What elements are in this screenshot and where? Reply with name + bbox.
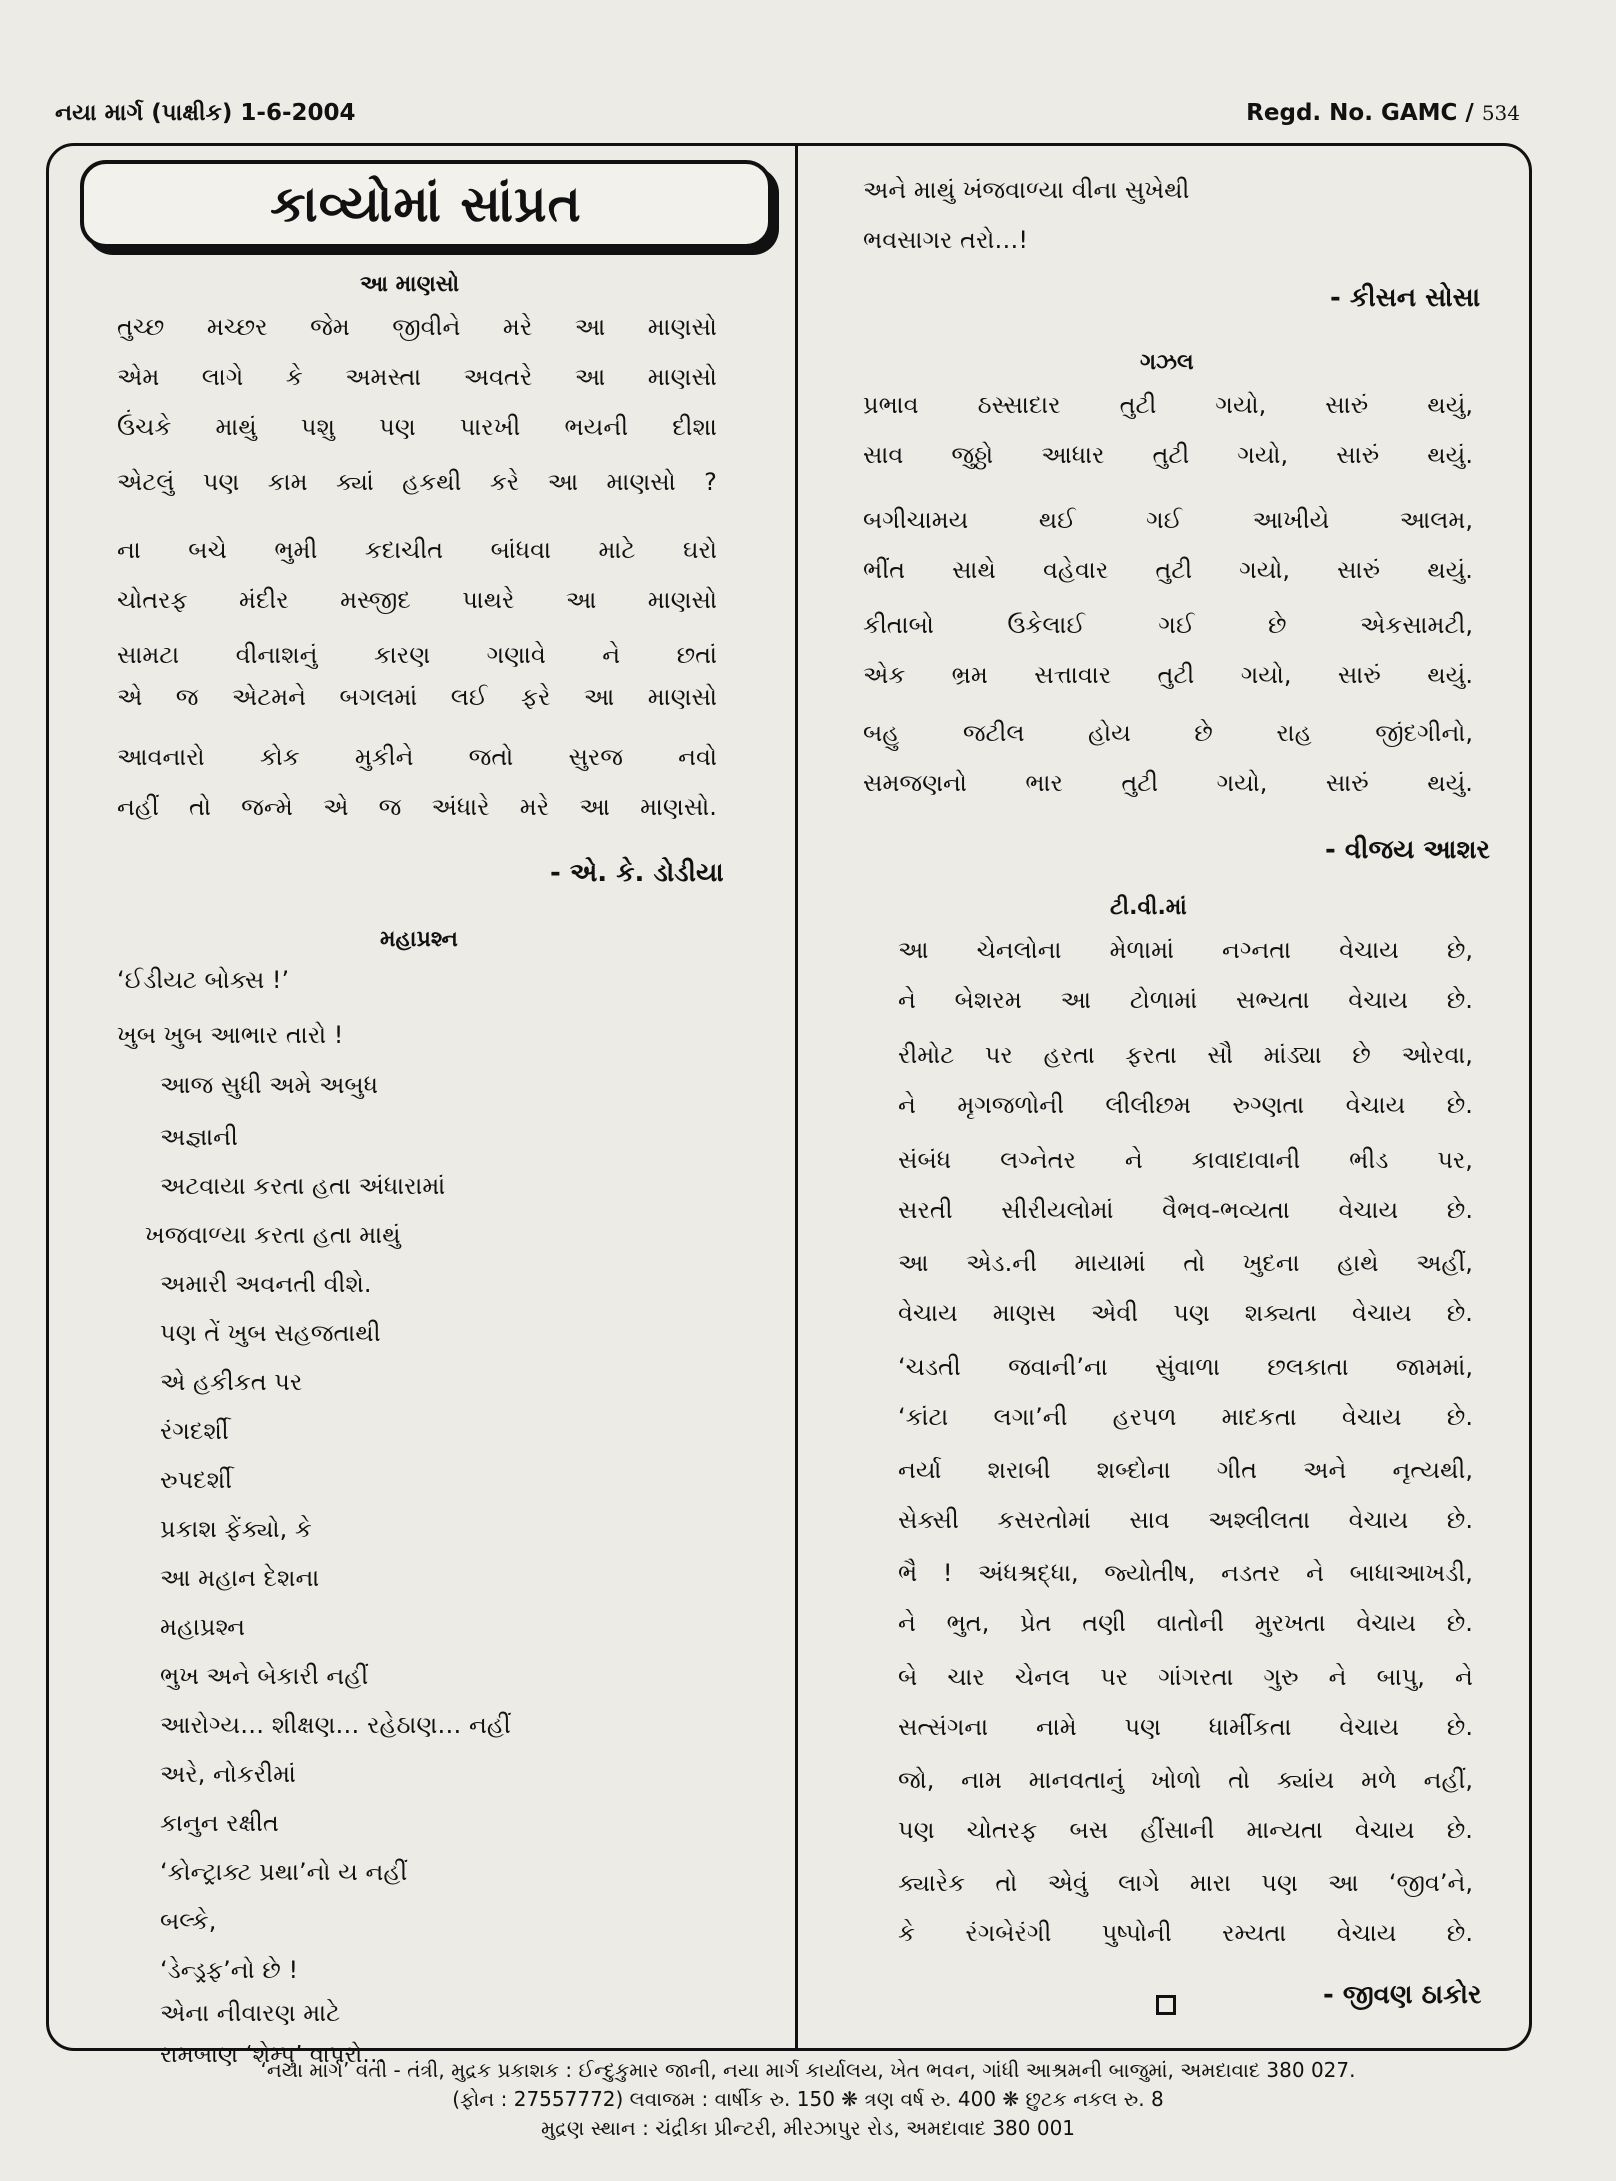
poem-line: ને મૃગજળોની લીલીછમ રુગ્ણતા વેચાય છે.	[898, 1091, 1473, 1119]
poem-line: સમજણનો ભાર તુટી ગયો, સારું થયું.	[863, 769, 1473, 797]
column-divider	[795, 146, 798, 2048]
poem-title: મહાપ્રશ્ન	[380, 927, 458, 952]
poem-line: તુચ્છ મચ્છર જેમ જીવીને મરે આ માણસો	[117, 313, 717, 341]
poem-line: બગીચામય થઈ ગઈ આખીયે આલમ,	[863, 506, 1473, 534]
poem-line: નર્યા શરાબી શબ્દોના ગીત અને નૃત્યથી,	[898, 1456, 1473, 1484]
poem-line: પણ તેં ખુબ સહજતાથી	[160, 1319, 381, 1347]
poem-author: - કીસન સોસા	[1330, 283, 1481, 313]
poem-line: ભુખ અને બેકારી નહીં	[160, 1662, 369, 1690]
poem-line: ‘કોન્ટ્રાક્ટ પ્રથા’નો ય નહીં	[160, 1858, 408, 1886]
poem-line: સેક્સી કસરતોમાં સાવ અશ્લીલતા વેચાય છે.	[898, 1506, 1473, 1534]
poem-line: આરોગ્ય… શીક્ષણ… રહેઠાણ… નહીં	[160, 1711, 511, 1739]
poem-line: ખુબ ખુબ આભાર તારો !	[117, 1021, 344, 1049]
page-header	[55, 100, 1520, 140]
poem-line: બલ્કે,	[160, 1907, 217, 1935]
poem-line: ખજવાળ્યા કરતા હતા માથું	[145, 1221, 401, 1249]
poem-line: રામબાણ ‘શેમ્પુ’ વાપરો…	[160, 2042, 386, 2068]
poem-line: એ હકીકત પર	[160, 1368, 303, 1396]
section-title-box	[80, 160, 772, 248]
poem-line: ‘ચડતી જવાની’ના સુંવાળા છલકાતા જામમાં,	[898, 1353, 1473, 1381]
poem-line: અરે, નોકરીમાં	[160, 1760, 296, 1788]
poem-line: ઉંચકે માથું પશુ પણ પારખી ભયની દીશા	[117, 413, 717, 441]
poem-line: પ્રકાશ ફેંક્યો, કે	[160, 1515, 312, 1543]
poem-line: પણ ચોતરફ બસ હીંસાની માન્યતા વેચાય છે.	[898, 1816, 1473, 1844]
poem-line: ના બચે ભુમી કદાચીત બાંધવા માટે ઘરો	[117, 536, 717, 564]
poem-author: - જીવણ ઠાકોર	[1323, 1980, 1482, 2010]
poem-line: એટલું પણ કામ ક્યાં હકથી કરે આ માણસો ?	[117, 468, 717, 496]
poem-title: ટી.વી.માં	[1110, 895, 1187, 920]
poem-title: ગઝલ	[1140, 350, 1194, 375]
page-number: 534	[1481, 101, 1520, 125]
footer-printer: મુદ્રણ સ્થાન : ચંદ્રીકા પ્રીન્ટરી, મીરઝાપુર રોડ, અમદાવાદ 380 001	[540, 2116, 1076, 2140]
poem-line: નહીં તો જન્મે એ જ અંધારે મરે આ માણસો.	[117, 793, 717, 821]
poem-line: સરતી સીરીયલોમાં વૈભવ-ભવ્યતા વેચાય છે.	[898, 1196, 1473, 1224]
poem-line: કે રંગબેરંગી પુષ્પોની રમ્યતા વેચાય છે.	[898, 1919, 1473, 1947]
poem-line: આવનારો કોક મુકીને જતો સુરજ નવો	[117, 743, 717, 771]
poem-line: એક ભ્રમ સત્તાવાર તુટી ગયો, સારું થયું.	[863, 661, 1473, 689]
poem-line: એમ લાગે કે અમસ્તા અવતરે આ માણસો	[117, 363, 717, 391]
poem-line: રંગદર્શી	[160, 1417, 229, 1445]
end-mark-icon	[1156, 1995, 1176, 2015]
poem-line: વેચાય માણસ એવી પણ શક્યતા વેચાય છે.	[898, 1299, 1473, 1327]
poem-author: - એ. કે. ડોડીયા	[550, 858, 724, 888]
poem-line: જો, નામ માનવતાનું ખોળો તો ક્યાંય મળે નહીં,	[898, 1766, 1473, 1794]
poem-line: ભીંત સાથે વહેવાર તુટી ગયો, સારું થયું.	[863, 556, 1473, 584]
poem-line: બહુ જટીલ હોય છે રાહ જીંદગીનો,	[863, 719, 1473, 747]
poem-line: ને ભુત, પ્રેત તણી વાતોની મુરખતા વેચાય છે.	[898, 1609, 1473, 1637]
poem-line: સંબંધ લગ્નેતર ને કાવાદાવાની ભીડ પર,	[898, 1146, 1473, 1174]
poem-line: સામટા વીનાશનું કારણ ગણાવે ને છતાં	[117, 641, 717, 669]
poem-line: ચોતરફ મંદીર મસ્જીદ પાથરે આ માણસો	[117, 586, 717, 614]
poem-line: આ મહાન દેશના	[160, 1564, 320, 1592]
poem-line: અટવાયા કરતા હતા અંધારામાં	[160, 1172, 446, 1200]
footer-subscription: (ફોન : 27557772) લવાજમ : વાર્ષીક રુ. 150 ❋ ત્રણ વર્ષ રુ. 400 ❋ છુટક નકલ રુ. 8	[452, 2087, 1164, 2111]
regd-label: Regd. No. GAMC /	[1246, 100, 1482, 126]
section-title: કાવ્યોમાં સાંપ્રત	[270, 174, 582, 233]
issue-info: નયા માર્ગ (પાક્ષીક) 1-6-2004	[55, 100, 356, 126]
footer-publisher: ‘નયા માર્ગ’ વતી - તંત્રી, મુદ્રક પ્રકાશક : ઈન્દુકુમાર જાની, નયા માર્ગ કાર્યાલય, ખેત ભવન, ગાંધી આશ્રમની બાજુમાં, અમદાવાદ 380 027.	[260, 2058, 1356, 2082]
poem-line: એ જ એટમને બગલમાં લઈ ફરે આ માણસો	[117, 683, 717, 711]
poem-line: ‘ડેન્ડ્રફ’નો છે !	[160, 1956, 299, 1984]
poem-line: આ એડ.ની માયામાં તો ખુદના હાથે અહીં,	[898, 1249, 1473, 1277]
poem-line: કીતાબો ઉકેલાઈ ગઈ છે એકસામટી,	[863, 611, 1473, 639]
poem-line: ‘કાંટા લગા’ની હરપળ માદકતા વેચાય છે.	[898, 1403, 1473, 1431]
poem-line: અને માથું ખંજવાળ્યા વીના સુખેથી	[863, 176, 1190, 204]
poem-line: સત્સંગના નામે પણ ધાર્મીકતા વેચાય છે.	[898, 1713, 1473, 1741]
poem-line: ‘ઈડીયટ બોક્સ !’	[117, 966, 290, 994]
poem-line: ભૈ ! અંધશ્રદ્ધા, જ્યોતીષ, નડતર ને બાધાઆખડી,	[898, 1559, 1473, 1587]
poem-line: ક્યારેક તો એવું લાગે મારા પણ આ ‘જીવ’ને,	[898, 1869, 1473, 1897]
poem-line: અમારી અવનતી વીશે.	[160, 1270, 372, 1298]
poem-line: રીમોટ પર હરતા ફરતા સૌ માંડ્યા છે ઓરવા,	[898, 1041, 1473, 1069]
poem-line: રુપદર્શી	[160, 1466, 232, 1494]
poem-line: મહાપ્રશ્ન	[160, 1613, 246, 1641]
poem-author: - વીજય આશર	[1325, 835, 1490, 865]
poem-line: ભવસાગર તરો…!	[863, 226, 1028, 254]
poem-line: આજ સુધી અમે અબુધ	[160, 1071, 379, 1099]
poem-line: ને બેશરમ આ ટોળામાં સભ્યતા વેચાય છે.	[898, 986, 1473, 1014]
poem-line: અજ્ઞાની	[160, 1123, 238, 1151]
poem-line: સાવ જુઠ્ઠો આધાર તુટી ગયો, સારું થયું.	[863, 441, 1473, 469]
poem-line: એના નીવારણ માટે	[160, 1999, 341, 2027]
poem-line: પ્રભાવ ઠસ્સાદાર તુટી ગયો, સારું થયું,	[863, 391, 1473, 419]
poem-line: કાનુન રક્ષીત	[160, 1809, 279, 1837]
poem-line: બે ચાર ચેનલ પર ગાંગરતા ગુરુ ને બાપુ, ને	[898, 1663, 1473, 1691]
poem-line: આ ચેનલોના મેળામાં નગ્નતા વેચાય છે,	[898, 936, 1473, 964]
poem-title: આ માણસો	[360, 272, 460, 297]
registration-number	[1246, 100, 1520, 126]
